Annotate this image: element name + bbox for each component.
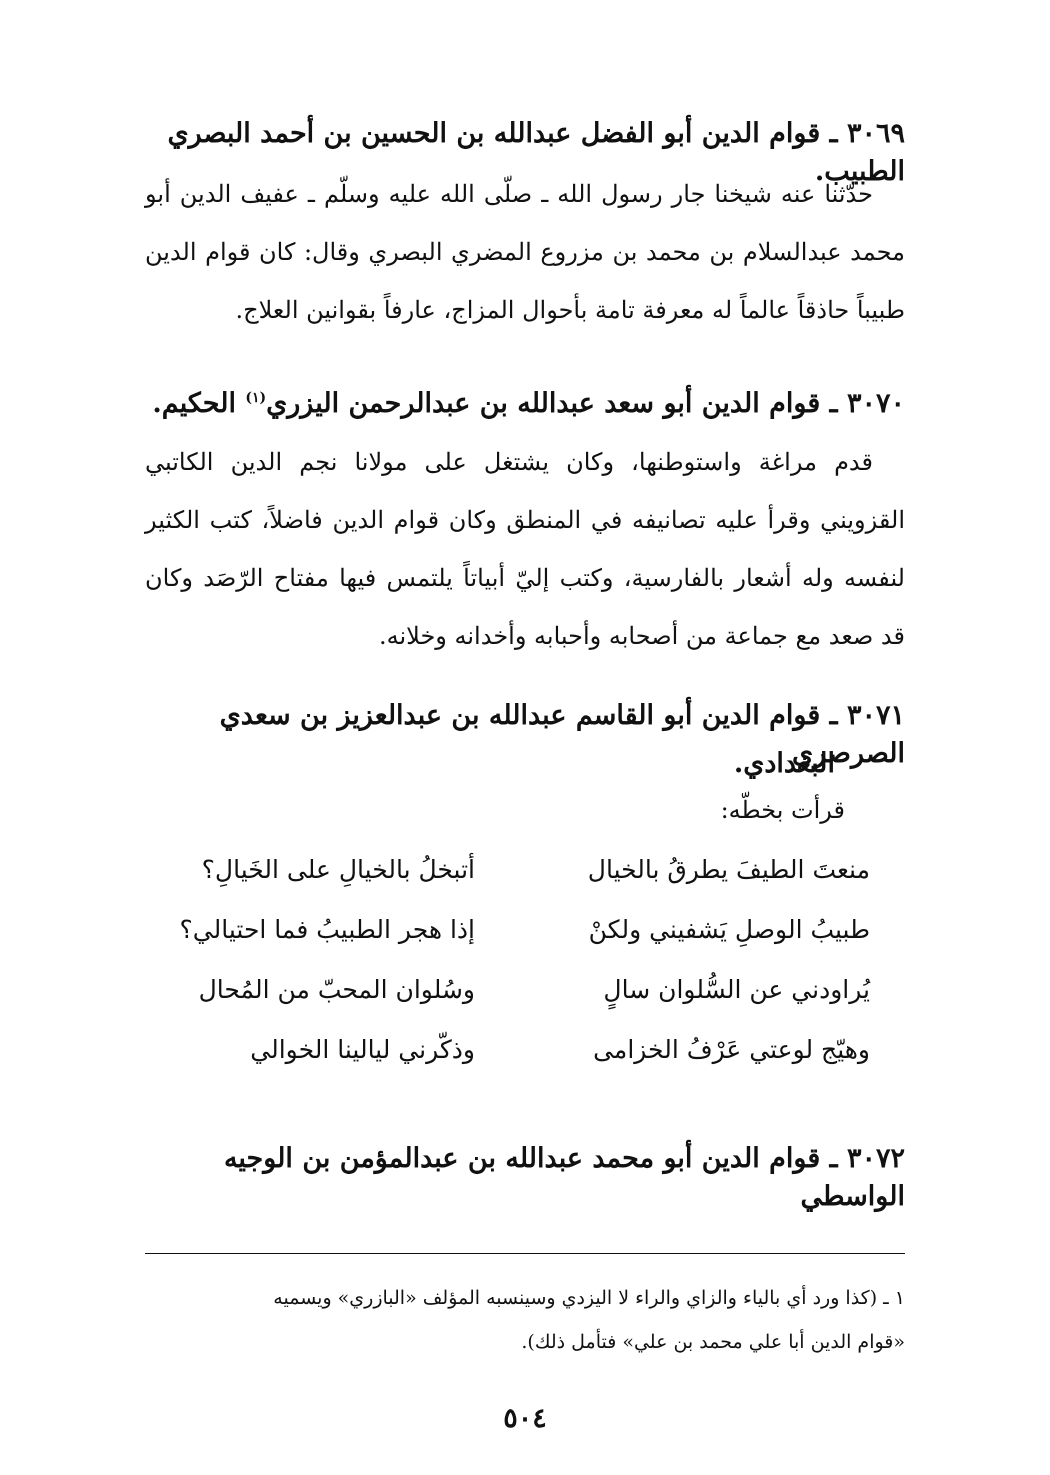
verse-intro: قرأت بخطّه:: [720, 796, 845, 824]
footnote-marker: (١): [245, 390, 267, 406]
page-number: ٥٠٤: [503, 1403, 547, 1434]
entry-title: قوام الدين أبو سعد عبدالله بن عبدالرحمن اليزري: [266, 388, 821, 419]
entry-3069-body: [145, 165, 905, 339]
entry-title-end: الحكيم.: [152, 388, 246, 419]
footnote-line: ١ ـ (كذا ورد أي بالياء والزاي والراء لا اليزدي وسينسبه المؤلف «البازري» ويسميه: [273, 1287, 905, 1309]
entry-3070-body: [145, 433, 905, 665]
verse-second-hemistich: إذا هجر الطبيبُ فما احتيالي؟: [179, 915, 475, 944]
verse-line: [145, 975, 905, 1035]
verse-line: [145, 915, 905, 975]
verse-first-hemistich: منعتَ الطيفَ يطرقُ بالخيال: [587, 855, 870, 884]
footnote: [145, 1276, 905, 1364]
verse-first-hemistich: وهيّج لوعتي عَرْفُ الخزامى: [593, 1035, 870, 1064]
footnote-line: «قوام الدين أبا علي محمد بن علي» فتأمل ذلك).: [521, 1331, 905, 1353]
entry-number: ٣٠٦٩: [846, 118, 905, 149]
footnote-divider: [145, 1253, 905, 1254]
verse-second-hemistich: أتبخلُ بالخيالِ على الخَيالِ؟: [201, 855, 475, 884]
verse-line: [145, 1035, 905, 1095]
entry-title: قوام الدين أبو محمد عبدالله بن عبدالمؤمن بن الوجيه الواسطي: [223, 1143, 905, 1212]
verse-second-hemistich: وسُلوان المحبّ من المُحال: [198, 975, 475, 1004]
verse-line: [145, 855, 905, 915]
dash: ـ: [829, 700, 838, 731]
verse-first-hemistich: طبيبُ الوصلِ يَشفيني ولكنْ: [588, 915, 870, 944]
entry-title-continued: البغدادي.: [733, 748, 835, 779]
entry-title: قوام الدين أبو القاسم عبدالله بن عبدالعزيز بن سعدي الصرصري: [219, 700, 905, 769]
entry-number: ٣٠٧١: [846, 700, 905, 731]
verse-second-hemistich: وذكّرني ليالينا الخوالي: [250, 1035, 475, 1064]
dash: ـ: [829, 1143, 838, 1174]
entry-3071-heading-line2: [535, 745, 835, 783]
entry-number: ٣٠٧٢: [846, 1143, 905, 1174]
entry-body-text: حدّثنا عنه شيخنا جار رسول الله ـ صلّى الله عليه وسلّم ـ عفيف الدين أبو محمد عبدالسلام بن محمد بن مزروع المضري البصري وقال: كان قوام الدين طبيباً حاذقاً عالماً له معرفة تامة بأحوال المزاج، عارفاً بقوانين العلاج.: [145, 180, 905, 324]
entry-number: ٣٠٧٠: [846, 388, 905, 419]
dash: ـ: [829, 388, 838, 419]
dash: ـ: [829, 118, 838, 149]
verse-first-hemistich: يُراودني عن السُّلوان سالٍ: [603, 975, 870, 1004]
entry-title: قوام الدين أبو الفضل عبدالله بن الحسين بن أحمد البصري الطبيب.: [167, 118, 905, 187]
entry-body-text: قدم مراغة واستوطنها، وكان يشتغل على مولانا نجم الدين الكاتبي القزويني وقرأ عليه تصانيفه في المنطق وكان قوام الدين فاضلاً، كتب الكثير لنفسه وله أشعار بالفارسية، وكتب إليّ أبياتاً يلتمس فيها مفتاح الرّصَد وكان قد صعد مع جماعة من أصحابه وأحبابه وأخدانه وخلانه.: [145, 448, 905, 650]
entry-3070-heading: [145, 385, 905, 423]
entry-3072-heading: [145, 1140, 905, 1216]
